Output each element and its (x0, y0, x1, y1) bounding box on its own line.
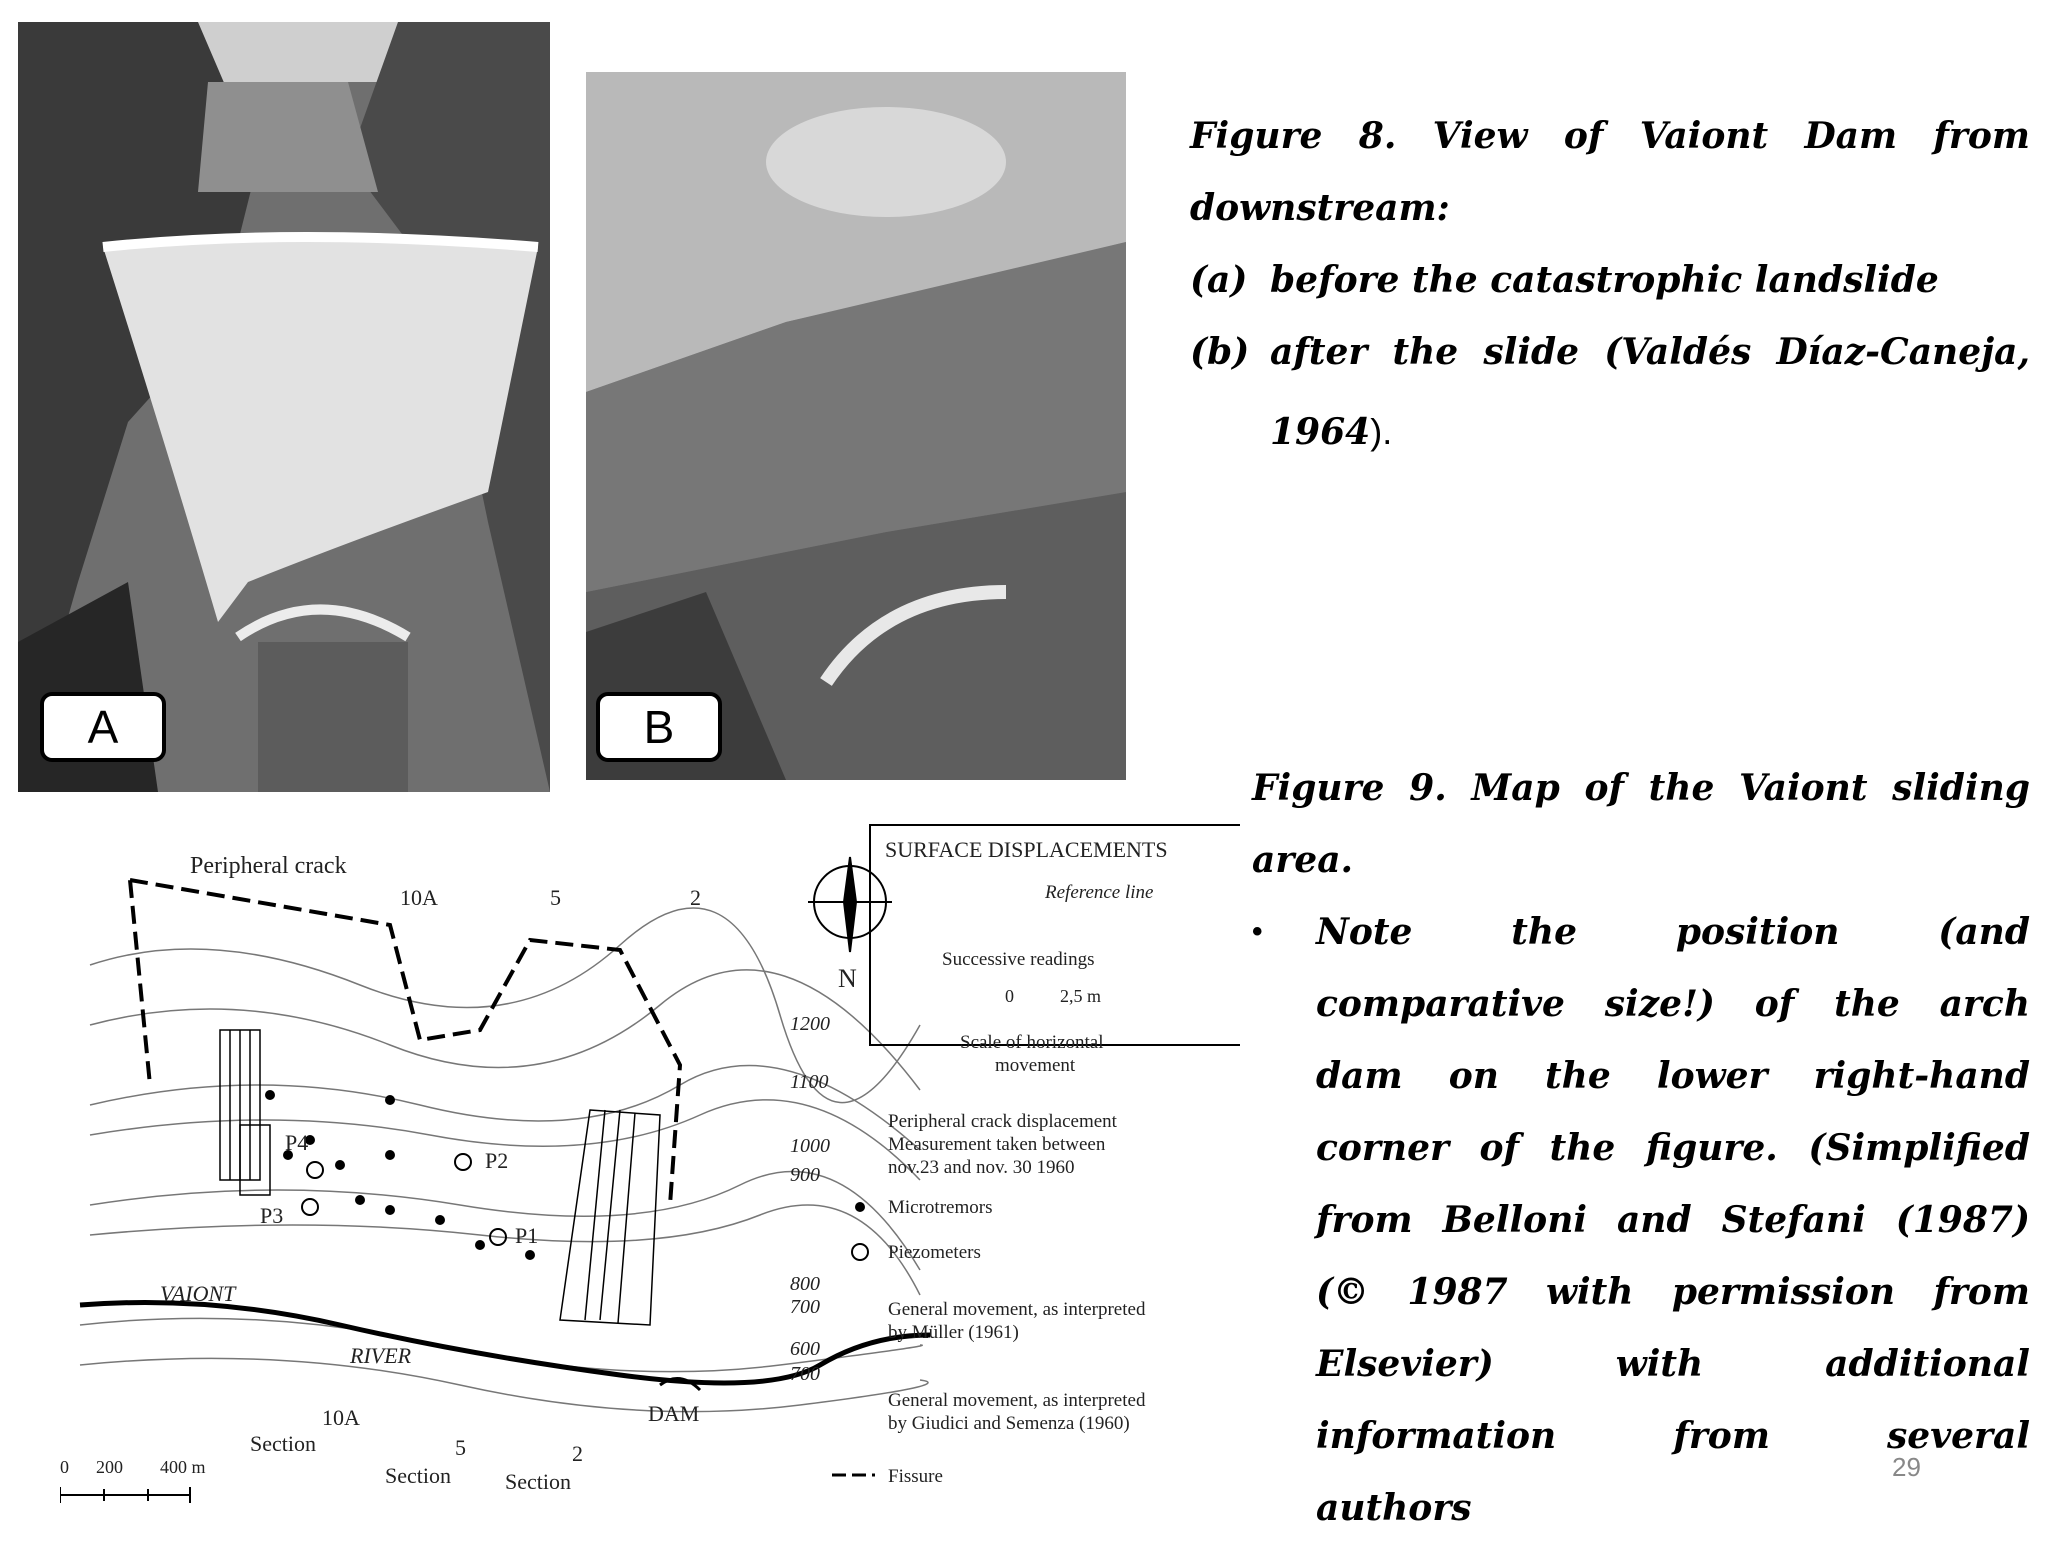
note-line: corner of the figure. (Simplified (1316, 1127, 2030, 1169)
legend-crack-disp: Peripheral crack displacement (888, 1111, 1117, 1132)
note-line: comparative size!) of the arch (1316, 983, 2030, 1025)
contour-label: 1200 (790, 1013, 830, 1035)
figure8-title-line2: downstream: (1190, 187, 1450, 229)
figure9-note (1316, 896, 2030, 1544)
note-line: authors (1316, 1487, 1472, 1529)
figure9-title-line2: area. (1252, 839, 1354, 881)
contour-label: 700 (790, 1363, 820, 1385)
scale-mid: 200 (96, 1457, 123, 1477)
note-line: Elsevier) with additional (1316, 1343, 2030, 1385)
note-line: (© 1987 with permission from (1316, 1271, 2030, 1313)
scale-end: 400 m (160, 1457, 206, 1477)
legend-giudici: by Giudici and Semenza (1960) (888, 1413, 1130, 1434)
figure8-item-a (1190, 244, 2030, 316)
legend-scale-caption2: movement (995, 1055, 1076, 1076)
legend-muller: by Müller (1961) (888, 1322, 1019, 1343)
note-line: from Belloni and Stefani (1987) (1316, 1199, 2030, 1241)
contour-label: 700 (790, 1296, 820, 1318)
contour-label: 1000 (790, 1135, 830, 1157)
legend-reference-line: Reference line (1045, 882, 1154, 903)
contour-label: 900 (790, 1164, 820, 1186)
legend-giudici: General movement, as interpreted (888, 1390, 1146, 1411)
note-line: information from several (1316, 1415, 2030, 1457)
point-label: P4 (285, 1130, 309, 1155)
figure9-title-line1: Figure 9. Map of the Vaiont sliding (1252, 767, 2030, 809)
item-a-marker: (a) (1190, 259, 1248, 301)
legend-microtremors: Microtremors (888, 1197, 993, 1218)
item-b-marker: (b) (1190, 331, 1250, 373)
point-label: P1 (515, 1223, 539, 1248)
legend-piezometers: Piezometers (888, 1242, 981, 1263)
contour-label: 1100 (790, 1071, 829, 1093)
legend-scale-zero: 0 (1005, 986, 1014, 1006)
section-marker: 2 (690, 885, 701, 910)
river-label-vaiont: VAIONT (160, 1281, 236, 1306)
photo-dam-before (18, 22, 550, 792)
peripheral-crack-label: Peripheral crack (190, 853, 347, 879)
photo-dam-after (586, 72, 1126, 780)
section-marker: 10A (400, 885, 438, 910)
legend-scale-val: 2,5 m (1060, 986, 1102, 1006)
north-arrow (808, 857, 892, 952)
legend-scale-caption1: Scale of horizontal (960, 1032, 1104, 1053)
item-b-text: after the slide (Valdés Díaz-Caneja, (1270, 331, 2030, 373)
point-label: P2 (485, 1148, 509, 1173)
legend-piezometer-symbol (852, 1244, 868, 1260)
photo-b-label: B (596, 692, 722, 762)
figure8-item-b-cont (1190, 396, 2030, 468)
note-line: dam on the lower right-hand (1316, 1055, 2030, 1097)
dam-label: DAM (648, 1401, 700, 1426)
scale-bar (60, 1487, 190, 1503)
vaiont-map (60, 805, 1240, 1505)
legend-fissure: Fissure (888, 1466, 943, 1487)
point-label: P3 (260, 1203, 284, 1228)
legend-title: SURFACE DISPLACEMENTS (885, 837, 1168, 862)
item-a-text: before the catastrophic landslide (1270, 259, 1939, 301)
microtremor-dots (265, 1090, 535, 1260)
contour-label: 600 (790, 1338, 820, 1360)
figure8-caption (1190, 100, 2030, 468)
bottom-section-label: Section (385, 1463, 451, 1488)
bottom-section-label: Section (505, 1469, 571, 1494)
bottom-section-num: 10A (322, 1405, 360, 1430)
bottom-section-num: 5 (455, 1435, 466, 1460)
peripheral-crack (130, 880, 680, 1205)
north-label: N (838, 964, 857, 993)
hatched-zones (220, 1030, 660, 1325)
contour-label: 800 (790, 1273, 820, 1295)
slide-number: 29 (1892, 1452, 1921, 1482)
photo-dam-after-image (586, 72, 1126, 780)
legend-crack-disp: nov.23 and nov. 30 1960 (888, 1157, 1075, 1178)
section-marker: 5 (550, 885, 561, 910)
scale-zero: 0 (60, 1457, 69, 1477)
river-label-river: RIVER (350, 1343, 412, 1368)
photo-dam-before-image (18, 22, 550, 792)
figure9-bullet: • (1252, 915, 1263, 948)
legend-successive: Successive readings (942, 949, 1095, 970)
bottom-section-label: Section (250, 1431, 316, 1456)
bottom-section-num: 2 (572, 1441, 583, 1466)
item-b-year: 1964 (1270, 411, 1371, 453)
item-b-end: ). (1370, 411, 1393, 452)
figure8-item-b (1190, 316, 2030, 388)
figure8-title-line1: Figure 8. View of Vaiont Dam from (1190, 115, 2030, 157)
legend-microtremor-symbol (855, 1202, 865, 1212)
figure9-caption (1252, 752, 2030, 896)
photo-a-label: A (40, 692, 166, 762)
piezometers (302, 1154, 506, 1245)
legend-crack-disp: Measurement taken between (888, 1134, 1106, 1155)
legend-muller: General movement, as interpreted (888, 1299, 1146, 1320)
note-line: Note the position (and (1316, 911, 2030, 953)
